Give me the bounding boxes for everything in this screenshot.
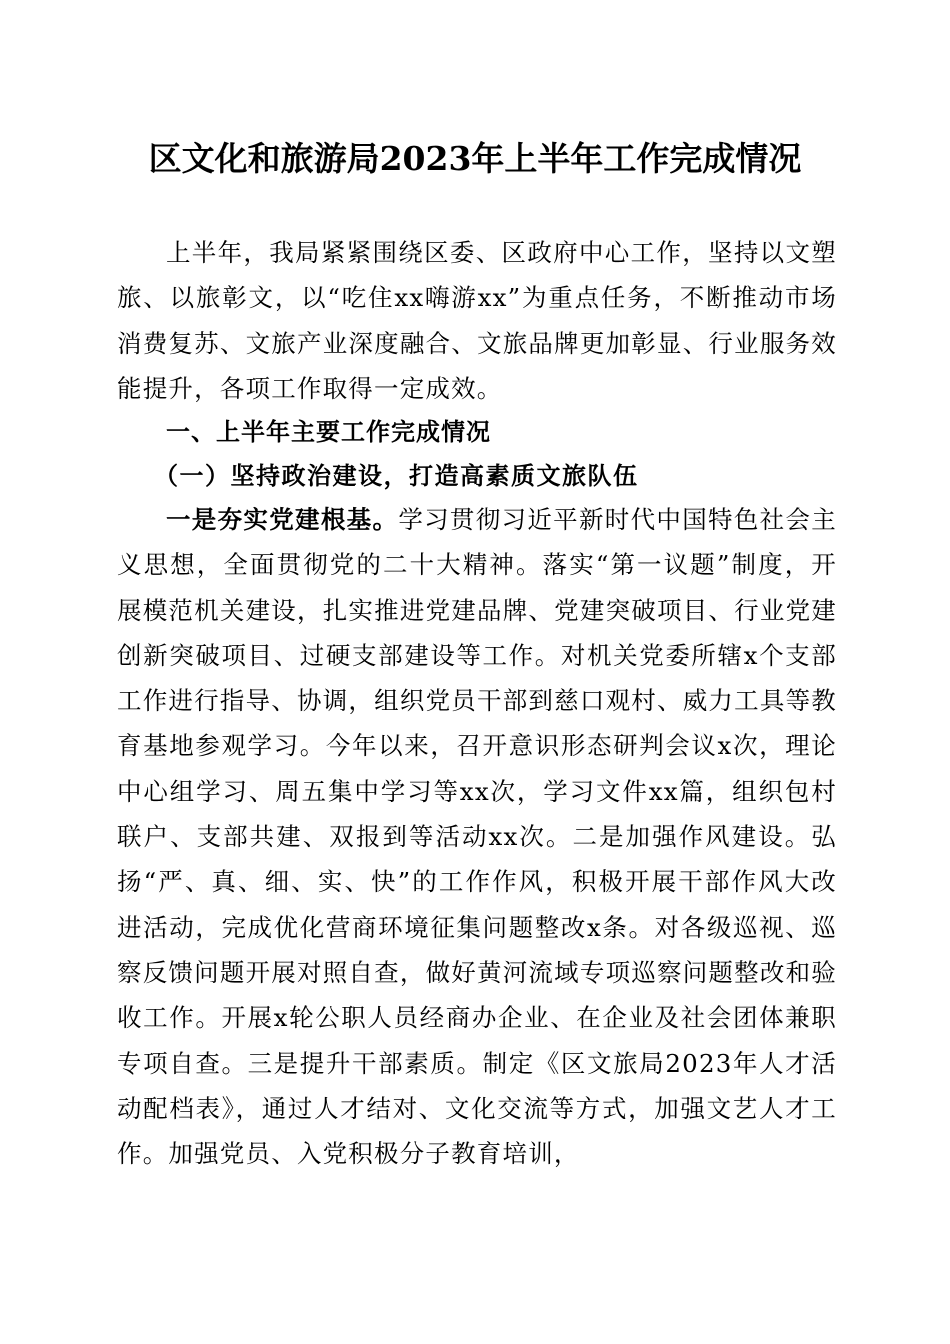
intro-paragraph: 上半年，我局紧紧围绕区委、区政府中心工作，坚持以文塑旅、以旅彰文，以“吃住xx嗨游xx”为重点任务，不断推动市场消费复苏、文旅产业深度融合、文旅品牌更加彰显、行业服务效能提升，各项工作取得一定成效。 <box>117 238 837 403</box>
subsection-heading: （一）坚持政治建设，打造高素质文旅队伍 <box>154 461 639 490</box>
paragraph-body: 学习贯彻习近平新时代中国特色社会主义思想，全面贯彻党的二十大精神。落实“第一议题”制度，开展模范机关建设，扎实推进党建品牌、党建突破项目、行业党建创新突破项目、过硬支部建设等工作。对机关党委所辖x个支部工作进行指导、协调，组织党员干部到慈口观村、威力工具等教育基地参观学习。今年以来，召开意识形态研判会议x次，理论中心组学习、周五集中学习等xx次，学习文件xx篇，组织包村联户、支部共建、双报到等活动xx次。二是加强作风建设。弘扬“严、真、细、实、快”的工作作风，积极开展干部作风大改进活动，完成优化营商环境征集问题整改x条。对各级巡视、巡察反馈问题开展对照自查，做好黄河流域专项巡察问题整改和验收工作。开展x轮公职人员经商办企业、在企业及社会团体兼职专项自查。三是提升干部素质。制定《区文旅局2023年人才活动配档表》，通过人才结对、文化交流等方式，加强文艺人才工作。加强党员、入党积极分子教育培训， <box>117 505 837 1169</box>
body-paragraph <box>117 497 837 1176</box>
document-title: 区文化和旅游局2023年上半年工作完成情况 <box>148 139 802 178</box>
section-heading: 一、上半年主要工作完成情况 <box>166 418 491 446</box>
paragraph-lead: 一是夯实党建根基。 <box>166 505 399 534</box>
